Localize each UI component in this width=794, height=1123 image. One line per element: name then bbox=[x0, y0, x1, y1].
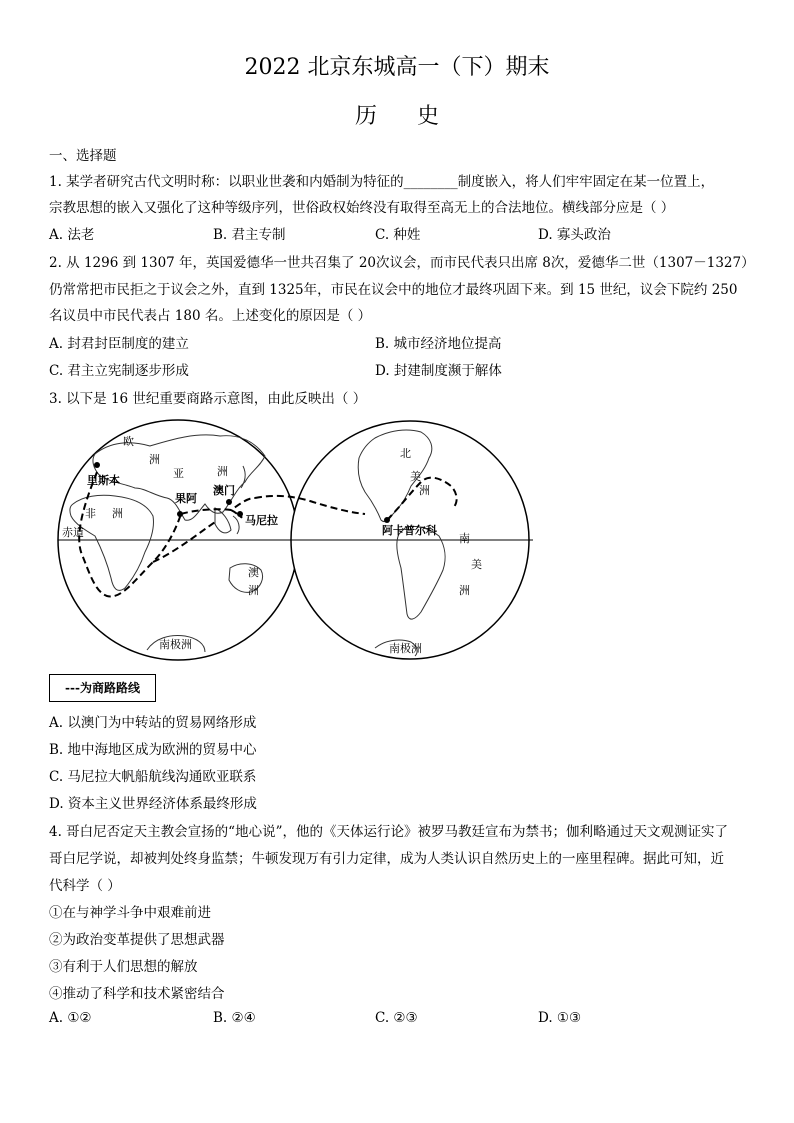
q4-option-b: B. ②④ bbox=[213, 1010, 256, 1026]
q4-item-2: ②为政治变革提供了思想武器 bbox=[49, 932, 225, 948]
q4-item-3: ③有利于人们思想的解放 bbox=[49, 959, 198, 975]
map-label-south-america-1: 南 bbox=[459, 532, 470, 545]
map-label-asia-2: 洲 bbox=[217, 465, 228, 478]
section-heading: 一、选择题 bbox=[49, 148, 117, 164]
map-label-acapulco: 阿卡普尔科 bbox=[382, 524, 437, 537]
q1-option-d: D. 寡头政治 bbox=[538, 227, 611, 243]
map-label-goa: 果阿 bbox=[175, 492, 197, 505]
map-label-europe-1: 欧 bbox=[123, 435, 134, 448]
q1-stem-line1: 1. 某学者研究古代文明时称：以职业世袭和内婚制为特征的________制度嵌入，将人们牢牢固定在某一位置上， bbox=[49, 174, 715, 190]
subject-heading: 历史 bbox=[354, 104, 479, 129]
map-label-antarctica-left: 南极洲 bbox=[159, 638, 192, 651]
q4-option-d: D. ①③ bbox=[538, 1010, 582, 1026]
q3-option-c: C. 马尼拉大帆船航线沟通欧亚联系 bbox=[49, 769, 257, 785]
map-label-oceania-2: 洲 bbox=[248, 584, 259, 597]
map-label-manila: 马尼拉 bbox=[245, 514, 278, 527]
map-label-south-america-2: 美 bbox=[471, 558, 482, 571]
q3-option-a: A. 以澳门为中转站的贸易网络形成 bbox=[49, 715, 257, 731]
map-label-north-america-1: 北 bbox=[400, 447, 411, 460]
map-legend: ---为商路路线 bbox=[49, 674, 156, 702]
q2-option-d: D. 封建制度濒于解体 bbox=[375, 363, 502, 379]
map-label-antarctica-right: 南极洲 bbox=[389, 642, 422, 655]
q4-stem-line2: 哥白尼学说，却被判处终身监禁；牛顿发现万有引力定律，成为人类认识自然历史上的一座里程碑。据此可知，近 bbox=[49, 851, 724, 867]
q1-stem-line2: 宗教思想的嵌入又强化了这种等级序列，世俗政权始终没有取得至高无上的合法地位。横线部分应是（ ） bbox=[49, 200, 675, 216]
map-label-africa-1: 非 bbox=[85, 507, 96, 520]
map-label-equator: 赤道 bbox=[62, 526, 84, 539]
q2-option-b: B. 城市经济地位提高 bbox=[375, 336, 502, 352]
map-label-europe-2: 洲 bbox=[149, 453, 160, 466]
q1-option-c: C. 种姓 bbox=[375, 227, 421, 243]
map-label-oceania-1: 澳 bbox=[248, 566, 259, 579]
map-label-africa-2: 洲 bbox=[112, 507, 123, 520]
map-label-macau: 澳门 bbox=[213, 484, 235, 497]
q2-stem-line3: 名议员中市民代表占 180 名。上述变化的原因是（ ） bbox=[49, 308, 372, 324]
q2-stem-line1: 2. 从 1296 到 1307 年，英国爱德华一世共召集了 20次议会，而市民代表只出席 8次，爱德华二世（1307－1327） bbox=[49, 255, 755, 271]
q1-option-b: B. 君主专制 bbox=[213, 227, 286, 243]
q3-option-d: D. 资本主义世界经济体系最终形成 bbox=[49, 796, 257, 812]
q3-stem: 3. 以下是 16 世纪重要商路示意图，由此反映出（ ） bbox=[49, 391, 367, 407]
q4-stem-line1: 4. 哥白尼否定天主教会宣扬的“地心说”，他的《天体运行论》被罗马教廷宣布为禁书；伽利略通过天文观测证实了 bbox=[49, 824, 728, 840]
map-label-north-america-3: 洲 bbox=[419, 484, 430, 497]
q4-item-1: ①在与神学斗争中艰难前进 bbox=[49, 905, 211, 921]
map-label-lisbon: 里斯本 bbox=[87, 474, 120, 487]
q4-option-c: C. ②③ bbox=[375, 1010, 418, 1026]
map-label-north-america-2: 美 bbox=[410, 470, 421, 483]
page-title: 2022 北京东城高一（下）期末 bbox=[244, 55, 550, 80]
q1-option-a: A. 法老 bbox=[49, 227, 95, 243]
q2-option-a: A. 封君封臣制度的建立 bbox=[49, 336, 189, 352]
map-label-south-america-3: 洲 bbox=[459, 584, 470, 597]
trade-route-map bbox=[55, 412, 735, 662]
q3-option-b: B. 地中海地区成为欧洲的贸易中心 bbox=[49, 742, 257, 758]
q2-stem-line2: 仍常常把市民拒之于议会之外，直到 1325年，市民在议会中的地位才最终巩固下来。到 15 世纪，议会下院约 250 bbox=[49, 282, 738, 298]
q4-item-4: ④推动了科学和技术紧密结合 bbox=[49, 986, 225, 1002]
q4-stem-line3: 代科学（ ） bbox=[49, 878, 121, 894]
q4-option-a: A. ①② bbox=[49, 1010, 92, 1026]
map-label-asia-1: 亚 bbox=[173, 467, 184, 480]
q2-option-c: C. 君主立宪制逐步形成 bbox=[49, 363, 189, 379]
